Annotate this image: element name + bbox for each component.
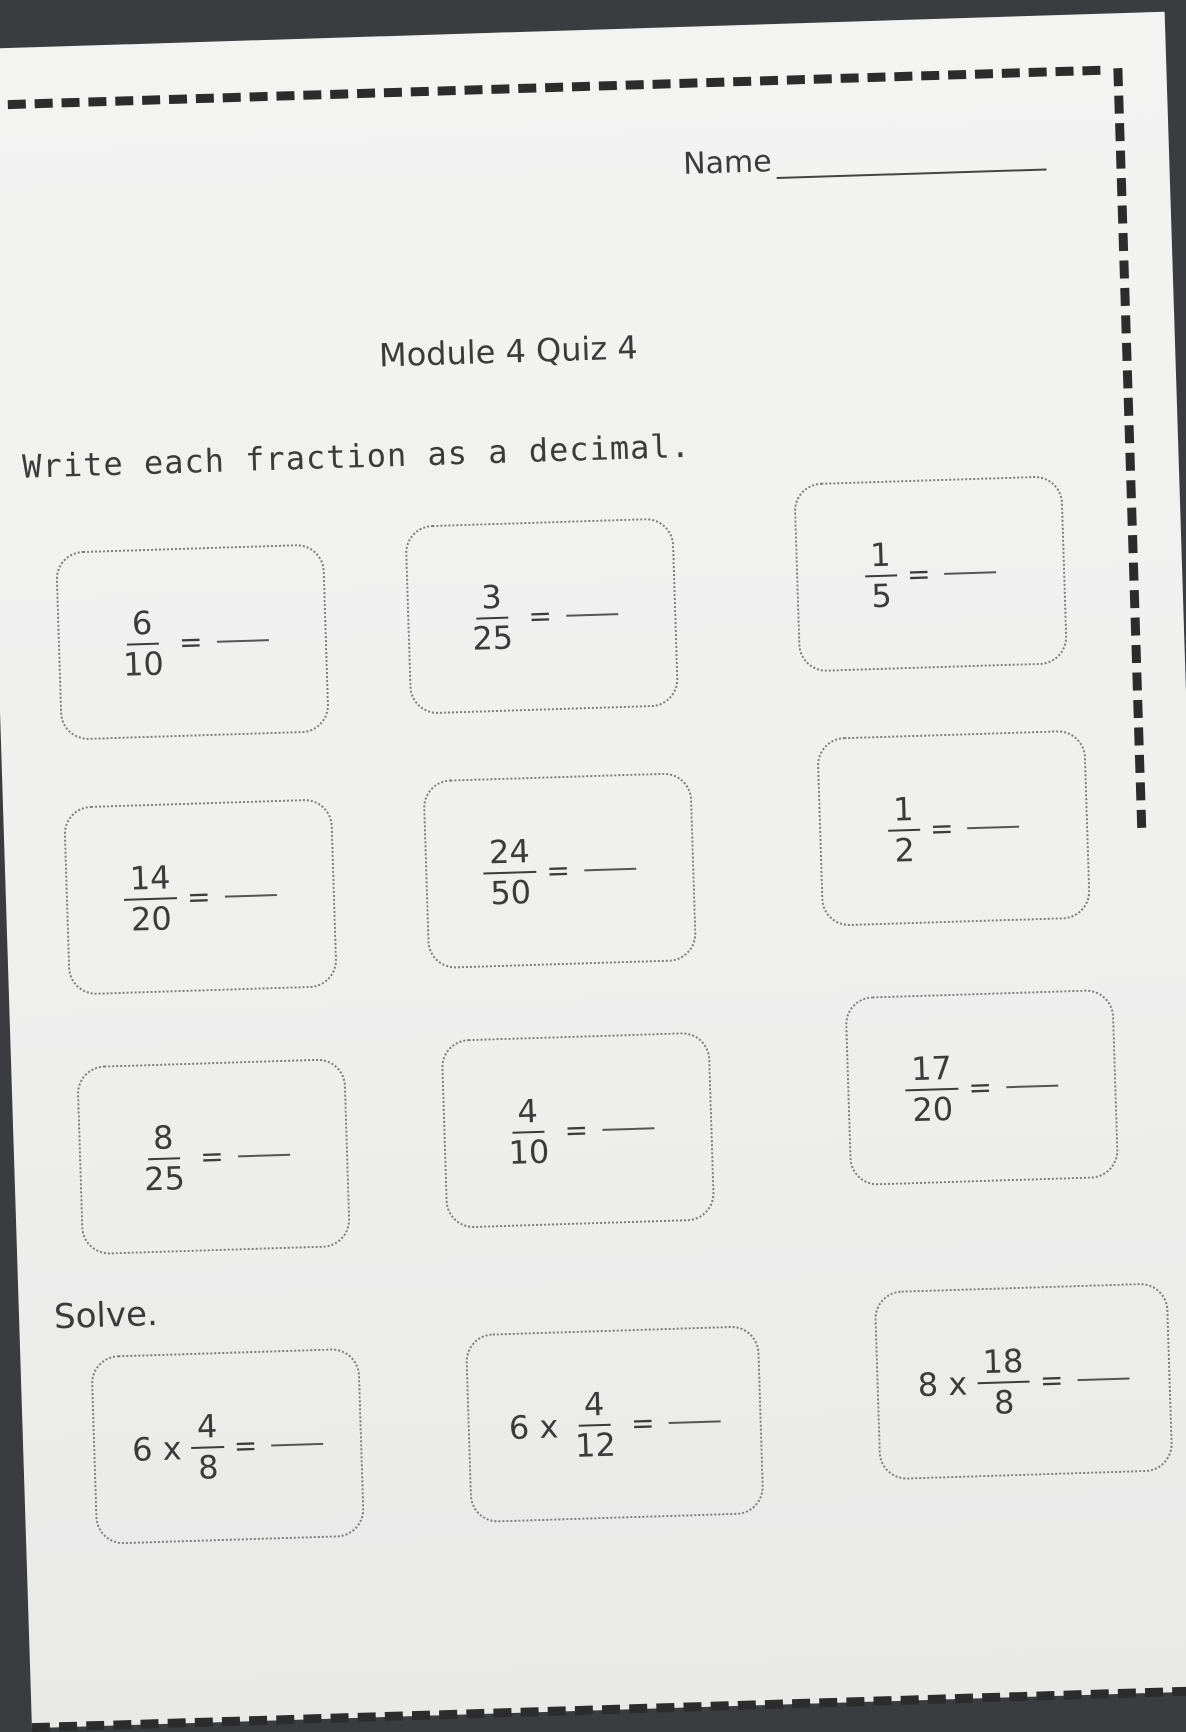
denominator: 25 bbox=[471, 617, 514, 658]
solve-card bbox=[90, 1348, 365, 1545]
solve-heading: Solve. bbox=[53, 1293, 159, 1338]
problem-card bbox=[404, 517, 679, 714]
multiplier: 6 x bbox=[508, 1406, 559, 1447]
equals-sign: = bbox=[199, 1139, 225, 1174]
answer-blank[interactable] bbox=[216, 639, 268, 643]
page-title: Module 4 Quiz 4 bbox=[378, 328, 639, 375]
answer-blank[interactable] bbox=[1077, 1377, 1129, 1381]
denominator: 12 bbox=[574, 1425, 617, 1465]
answer-blank[interactable] bbox=[584, 867, 636, 871]
answer-blank[interactable] bbox=[566, 613, 618, 617]
denominator: 10 bbox=[122, 643, 165, 684]
equals-sign: = bbox=[527, 599, 553, 633]
equals-sign: = bbox=[186, 880, 212, 914]
denominator: 5 bbox=[870, 576, 893, 615]
equals-sign: = bbox=[967, 1070, 993, 1105]
name-field[interactable] bbox=[683, 136, 1046, 182]
quiz-sheet bbox=[0, 12, 1186, 1728]
multiplier: 8 x bbox=[917, 1364, 968, 1404]
equals-sign: = bbox=[545, 853, 571, 888]
answer-blank[interactable] bbox=[668, 1420, 720, 1424]
answer-blank[interactable] bbox=[968, 825, 1020, 829]
solve-card bbox=[465, 1325, 765, 1523]
fraction bbox=[123, 858, 178, 938]
answer-blank[interactable] bbox=[602, 1127, 654, 1131]
fraction bbox=[464, 577, 519, 657]
fraction bbox=[190, 1407, 225, 1487]
problem-card bbox=[816, 730, 1091, 927]
numerator: 17 bbox=[905, 1049, 959, 1091]
answer-blank[interactable] bbox=[224, 894, 276, 898]
name-blank[interactable] bbox=[776, 169, 1046, 179]
problem-card bbox=[844, 989, 1119, 1186]
numerator: 1 bbox=[864, 536, 898, 577]
numerator: 3 bbox=[475, 578, 509, 619]
numerator: 6 bbox=[125, 604, 159, 645]
problem-card bbox=[441, 1032, 716, 1229]
denominator: 20 bbox=[130, 898, 173, 939]
fraction bbox=[887, 790, 922, 870]
numerator: 24 bbox=[482, 832, 536, 874]
equals-sign: = bbox=[1039, 1363, 1064, 1398]
problem-card bbox=[63, 798, 338, 995]
denominator: 8 bbox=[197, 1447, 220, 1487]
denominator: 20 bbox=[911, 1089, 954, 1129]
denominator: 10 bbox=[507, 1132, 550, 1172]
dashed-border-right bbox=[1113, 68, 1146, 828]
answer-blank[interactable] bbox=[945, 571, 997, 575]
numerator: 4 bbox=[190, 1407, 224, 1448]
solve-card bbox=[874, 1282, 1174, 1480]
equals-sign: = bbox=[630, 1406, 656, 1441]
instruction-text: Write each fraction as a decimal. bbox=[21, 426, 692, 486]
dashed-border-top bbox=[0, 66, 1101, 110]
problem-card bbox=[76, 1058, 351, 1255]
numerator: 1 bbox=[887, 790, 921, 831]
equals-sign: = bbox=[906, 557, 932, 592]
problem-card bbox=[55, 543, 330, 740]
answer-blank[interactable] bbox=[1006, 1084, 1058, 1088]
denominator: 25 bbox=[143, 1158, 186, 1198]
fraction bbox=[501, 1092, 556, 1172]
denominator: 50 bbox=[489, 872, 532, 912]
numerator: 4 bbox=[577, 1385, 611, 1426]
denominator: 2 bbox=[893, 830, 916, 870]
denominator: 8 bbox=[993, 1382, 1015, 1422]
fraction bbox=[567, 1385, 622, 1465]
fraction bbox=[905, 1049, 960, 1129]
equals-sign: = bbox=[564, 1113, 589, 1148]
fraction bbox=[136, 1118, 191, 1198]
fraction bbox=[115, 603, 170, 683]
numerator: 18 bbox=[976, 1342, 1030, 1384]
numerator: 14 bbox=[123, 858, 177, 900]
equals-sign: = bbox=[929, 811, 955, 846]
dashed-border-bottom bbox=[32, 1686, 1186, 1732]
name-label: Name bbox=[682, 144, 773, 182]
problem-card bbox=[793, 475, 1068, 672]
problem-card bbox=[422, 772, 697, 969]
equals-sign: = bbox=[178, 625, 204, 659]
fraction bbox=[864, 536, 899, 616]
fraction bbox=[976, 1342, 1031, 1422]
fraction bbox=[482, 832, 537, 912]
numerator: 8 bbox=[146, 1118, 180, 1159]
multiplier: 6 x bbox=[131, 1428, 183, 1469]
numerator: 4 bbox=[511, 1092, 545, 1133]
answer-blank[interactable] bbox=[238, 1153, 290, 1157]
equals-sign: = bbox=[233, 1428, 258, 1463]
answer-blank[interactable] bbox=[271, 1442, 323, 1446]
